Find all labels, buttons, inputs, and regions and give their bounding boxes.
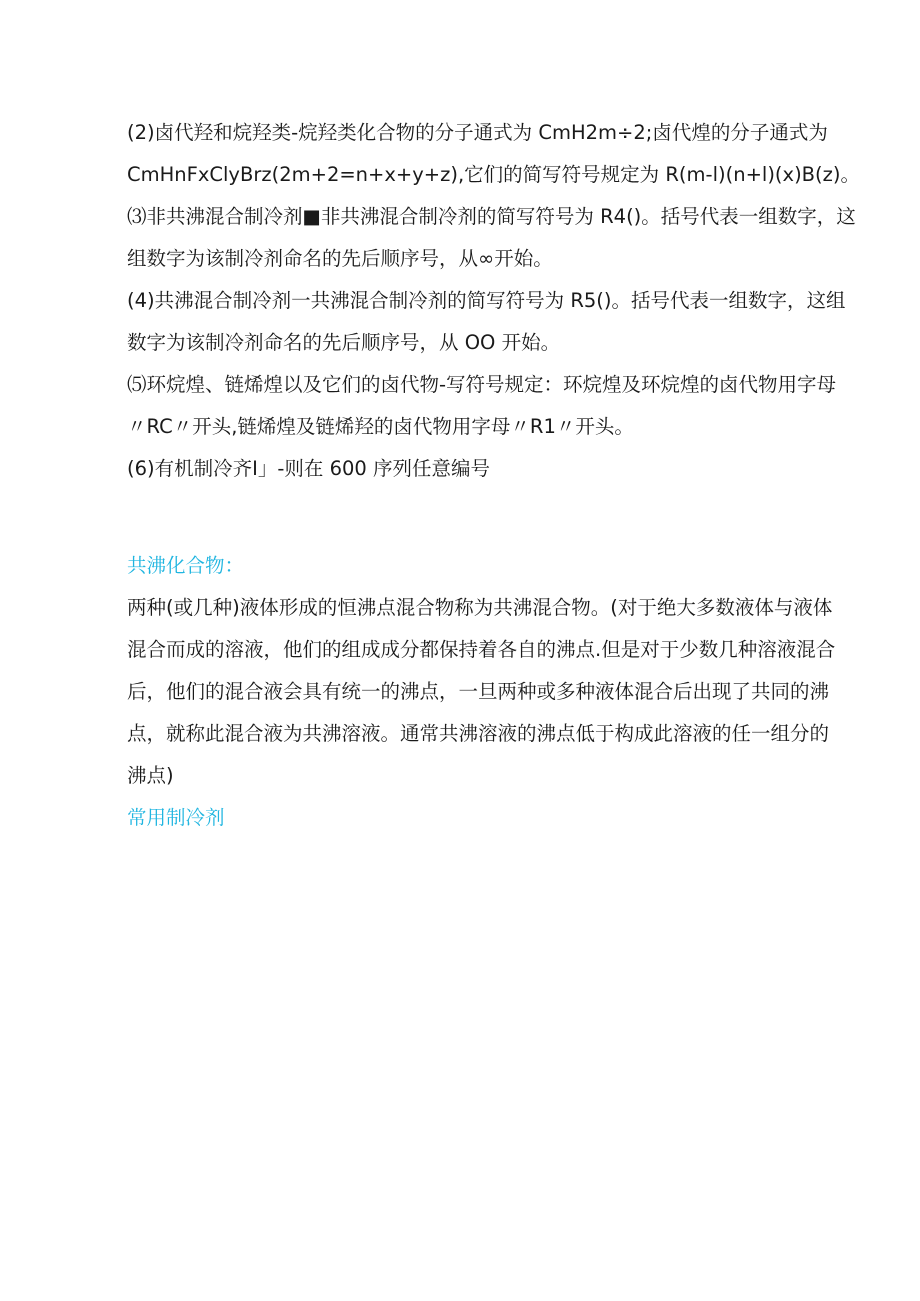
- paragraph-2-line-1: (2)卤代羟和烷羟类-烷羟类化合物的分子通式为 CmH2m÷2;卤代煌的分子通式为: [127, 121, 828, 144]
- paragraph-3-line-2: 组数字为该制冷剂命名的先后顺序号，从∞开始。: [127, 247, 553, 270]
- document-body: [127, 112, 907, 839]
- paragraph-4-line-1: (4)共沸混合制冷剂一共沸混合制冷剂的简写符号为 R5()。括号代表一组数字，这组: [127, 289, 846, 312]
- paragraph-5-line-2: 〃RC〃开头,链烯煌及链烯羟的卤代物用字母〃R1〃开头。: [127, 415, 634, 438]
- paragraph-4-line-2: 数字为该制冷剂命名的先后顺序号，从 OO 开始。: [127, 331, 561, 354]
- section-spacer: [127, 490, 907, 545]
- azeotrope-heading: 共沸化合物：: [127, 554, 245, 577]
- paragraph-6-line-1: (6)有机制冷齐I」-则在 600 序列任意编号: [127, 457, 491, 480]
- azeotrope-line: 混合而成的溶液，他们的组成成分都保持着各自的沸点.但是对于少数几种溶液混合: [127, 638, 836, 661]
- azeotrope-line: 点，就称此混合液为共沸溶液。通常共沸溶液的沸点低于构成此溶液的任一组分的: [127, 722, 830, 745]
- paragraph-2-line-2: CmHnFxClyBrz(2m+2=n+x+y+z),它们的简写符号规定为 R(m-l)(n+l)(x)B(z)。: [127, 163, 861, 186]
- paragraph-5-line-1: ⑸环烷煌、链烯煌以及它们的卤代物-写符号规定：环烷煌及环烷煌的卤代物用字母: [127, 373, 837, 396]
- common-refrigerants-heading: 常用制冷剂: [127, 806, 225, 829]
- azeotrope-line: 沸点): [127, 764, 174, 787]
- azeotrope-line: 两种(或几种)液体形成的恒沸点混合物称为共沸混合物。(对于绝大多数液体与液体: [127, 596, 833, 619]
- paragraph-3-line-1: ⑶非共沸混合制冷剂■非共沸混合制冷剂的简写符号为 R4()。括号代表一组数字，这: [127, 205, 856, 228]
- azeotrope-line: 后，他们的混合液会具有统一的沸点，一旦两种或多种液体混合后出现了共同的沸: [127, 680, 830, 703]
